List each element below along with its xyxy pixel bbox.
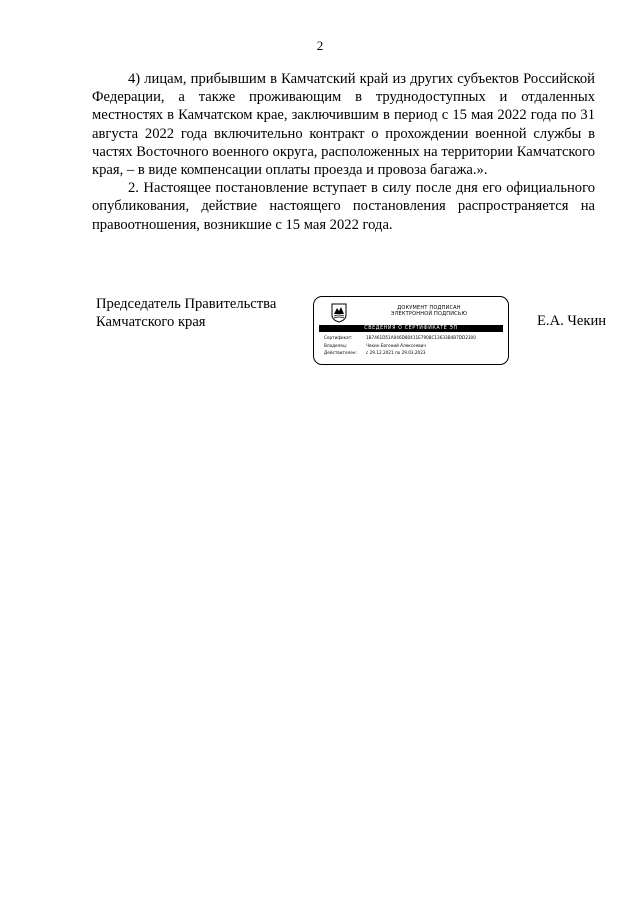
stamp-row-label: Действителен:	[324, 350, 357, 355]
signer-title	[96, 295, 316, 331]
kamchatka-emblem-icon	[331, 303, 347, 323]
stamp-row-label: Сертификат:	[324, 335, 353, 340]
signer-title-line1: Председатель Правительства	[96, 296, 277, 312]
stamp-row-value: с 29.12.2021 по 29.03.2023	[366, 350, 426, 355]
electronic-signature-stamp	[313, 296, 509, 365]
signer-title-line2: Камчатского края	[96, 314, 206, 331]
stamp-row-owner	[324, 342, 504, 350]
stamp-certificate-details	[324, 334, 504, 357]
stamp-row-label: Владелец:	[324, 342, 348, 348]
stamp-header-line1: ДОКУМЕНТ ПОДПИСАН	[397, 305, 461, 311]
stamp-row-value: 1B7461D51A046D80411E7908C13633B4B7DD2300	[366, 335, 476, 340]
document-body	[92, 70, 595, 234]
paragraph-item-4: 4) лицам, прибывшим в Камчатский край из других субъектов Российской Федерации, а также проживающим в труднодоступных и отдаленных местностях в Камчатском крае, заключившим в период с 15 мая 2022 года по 31 августа 2022 года включительно контракт о прохождении военной службы в частях Восточного военного округа, расположенных на территории Камчатского края, – в виде компенсации оплаты проезда и провоза багажа.».	[92, 71, 595, 179]
stamp-row-certificate	[324, 334, 504, 342]
signer-name: Е.А. Чекин	[537, 313, 607, 329]
page-number: 2	[316, 38, 324, 53]
paragraph-point-2: 2. Настоящее постановление вступает в силу после дня его официального опубликования, действие настоящего постановления распространяется на правоотношения, возникшие с 15 мая 2022 года.	[92, 180, 595, 233]
stamp-certificate-bar: СВЕДЕНИЯ О СЕРТИФИКАТЕ ЭП	[319, 325, 503, 332]
stamp-header	[354, 305, 504, 317]
stamp-header-line2: ЭЛЕКТРОННОЙ ПОДПИСЬЮ	[390, 311, 468, 317]
stamp-row-value: Чекин Евгений Алексеевич	[366, 342, 426, 348]
stamp-row-validity	[324, 349, 504, 357]
